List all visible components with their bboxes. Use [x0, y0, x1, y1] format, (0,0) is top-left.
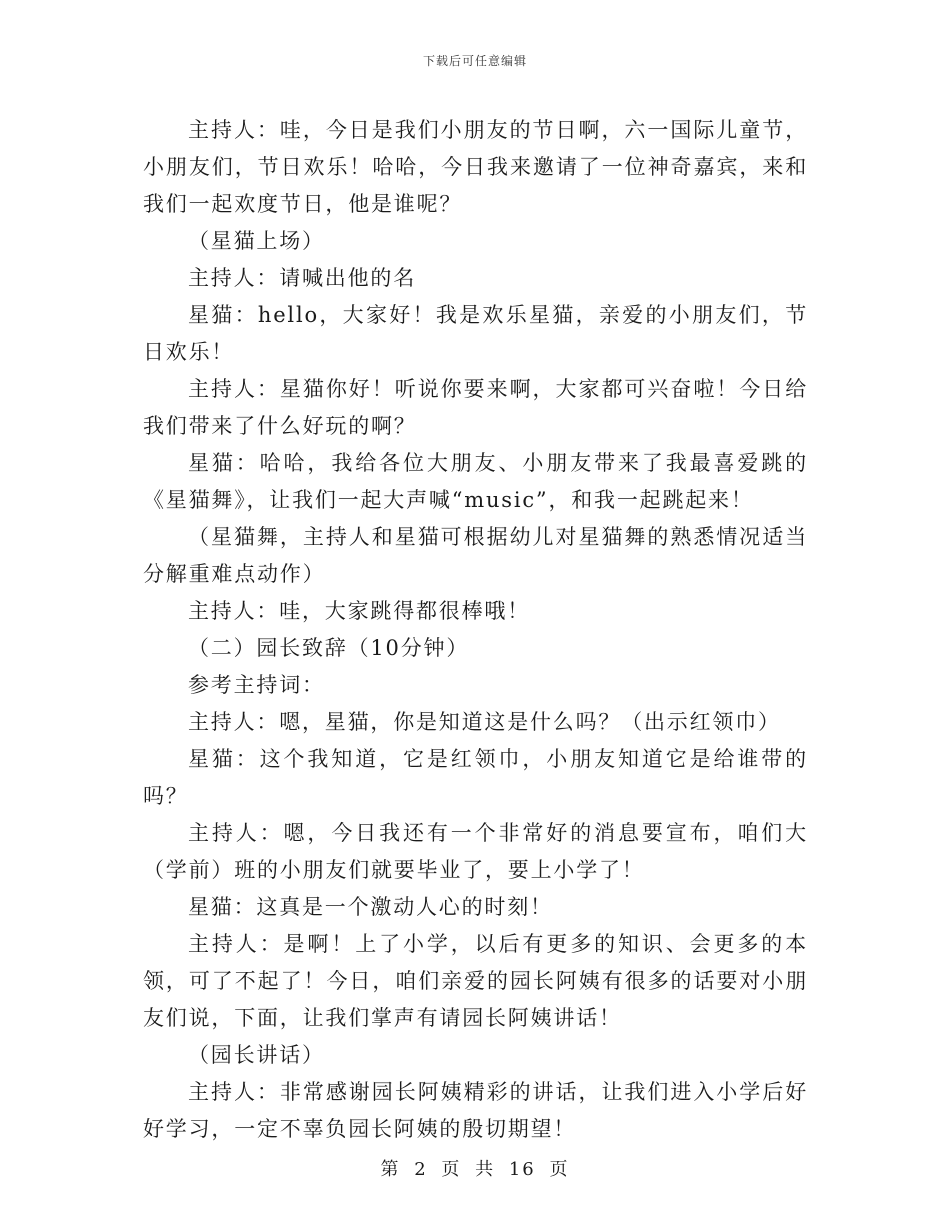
page-number-footer: 第 2 页 共 16 页: [380, 1159, 570, 1180]
paragraph: 主持人：非常感谢园长阿姨精彩的讲话，让我们进入小学后好好学习，一定不辜负园长阿姨的殷切期望！: [143, 1080, 808, 1141]
paragraph: （星猫上场）: [188, 229, 325, 253]
paragraph: 主持人：嗯，星猫，你是知道这是什么吗？（出示红领巾）: [188, 710, 781, 734]
paragraph: 主持人：哇，大家跳得都很棒哦！: [188, 599, 530, 623]
paragraph: 主持人：星猫你好！听说你要来啊，大家都可兴奋啦！今日给我们带来了什么好玩的啊？: [143, 377, 808, 438]
paragraph: 参考主持词：: [188, 673, 325, 697]
section-heading: （二）园长致辞（10分钟）: [188, 636, 470, 660]
paragraph: 主持人：嗯，今日我还有一个非常好的消息要宣布，咱们大（学前）班的小朋友们就要毕业了，要上小学了！: [143, 821, 808, 882]
paragraph: 星猫：这个我知道，它是红领巾，小朋友知道它是给谁带的吗？: [143, 747, 808, 808]
paragraph: （园长讲话）: [188, 1043, 325, 1067]
page-header-note: 下载后可任意编辑: [422, 54, 527, 68]
document-body: [143, 112, 808, 1148]
paragraph: （星猫舞，主持人和星猫可根据幼儿对星猫舞的熟悉情况适当分解重难点动作）: [143, 525, 808, 586]
paragraph: 主持人：请喊出他的名: [188, 266, 416, 290]
paragraph: 星猫：哈哈，我给各位大朋友、小朋友带来了我最喜爱跳的《星猫舞》，让我们一起大声喊“music”，和我一起跳起来！: [143, 451, 808, 512]
paragraph: 主持人：是啊！上了小学，以后有更多的知识、会更多的本领，可了不起了！今日，咱们亲爱的园长阿姨有很多的话要对小朋友们说，下面，让我们掌声有请园长阿姨讲话！: [143, 932, 808, 1030]
paragraph: 主持人：哇，今日是我们小朋友的节日啊，六一国际儿童节，小朋友们，节日欢乐！哈哈，今日我来邀请了一位神奇嘉宾，来和我们一起欢度节日，他是谁呢？: [143, 118, 808, 216]
paragraph: 星猫：hello，大家好！我是欢乐星猫，亲爱的小朋友们，节日欢乐！: [143, 303, 808, 364]
paragraph: 星猫：这真是一个激动人心的时刻！: [188, 895, 553, 919]
